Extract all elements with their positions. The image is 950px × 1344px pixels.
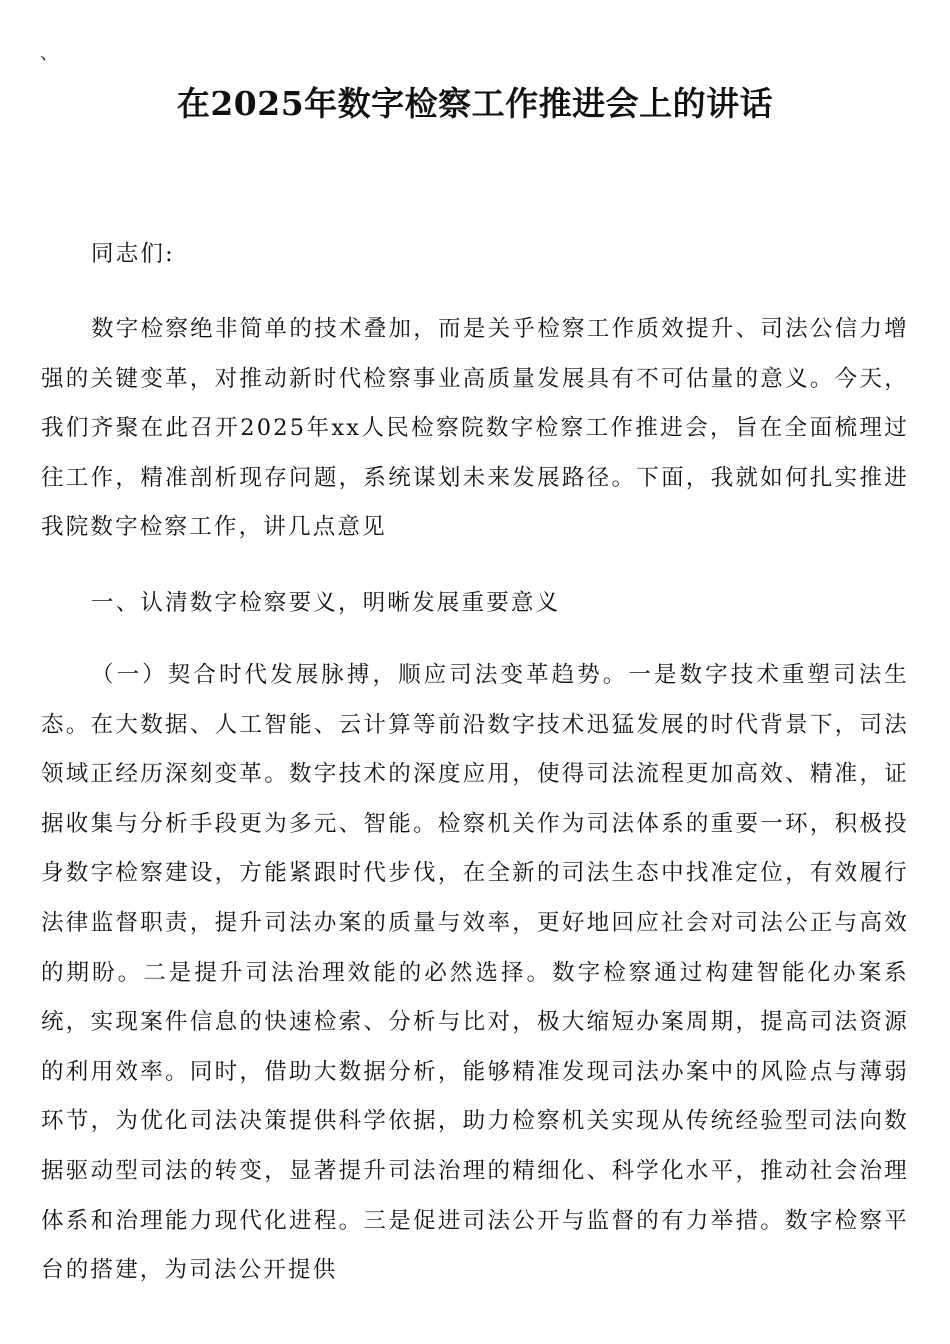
document-title: 在2025年数字检察工作推进会上的讲话 <box>176 84 774 123</box>
body-paragraph: （一）契合时代发展脉搏，顺应司法变革趋势。一是数字技术重塑司法生态。在大数据、人工智能、云计算等前沿数字技术迅猛发展的时代背景下，司法领域正经历深刻变革。数字技术的深度应用，使得司法流程更加高效、精准，证据收集与分析手段更为多元、智能。检察机关作为司法体系的重要一环，积极投身数字检察建设，方能紧跟时代步伐，在全新的司法生态中找准定位，有效履行法律监督职责，提升司法办案的质量与效率，更好地回应社会对司法公正与高效的期盼。二是提升司法治理效能的必然选择。数字检察通过构建智能化办案系统，实现案件信息的快速检索、分析与比对，极大缩短办案周期，提高司法资源的利用效率。同时，借助大数据分析，能够精准发现司法办案中的风险点与薄弱环节，为优化司法决策提供科学依据，助力检察机关实现从传统经验型司法向数据驱动型司法的转变，显著提升司法治理的精细化、科学化水平，推动社会治理体系和治理能力现代化进程。三是促进司法公开与监督的有力举措。数字检察平台的搭建，为司法公开提供 <box>41 662 909 1284</box>
corner-mark: 、 <box>40 43 58 64</box>
section-heading: 一、认清数字检察要义，明晰发展重要意义 <box>91 590 561 616</box>
intro-paragraph: 数字检察绝非简单的技术叠加，而是关乎检察工作质效提升、司法公信力增强的关键变革，对推动新时代检察事业高质量发展具有不可估量的意义。今天，我们齐聚在此召开2025年xx人民检察院数字检察工作推进会，旨在全面梳理过往工作，精准剖析现存问题，系统谋划未来发展路径。下面，我就如何扎实推进我院数字检察工作，讲几点意见 <box>41 316 909 541</box>
salutation: 同志们: <box>91 241 175 267</box>
